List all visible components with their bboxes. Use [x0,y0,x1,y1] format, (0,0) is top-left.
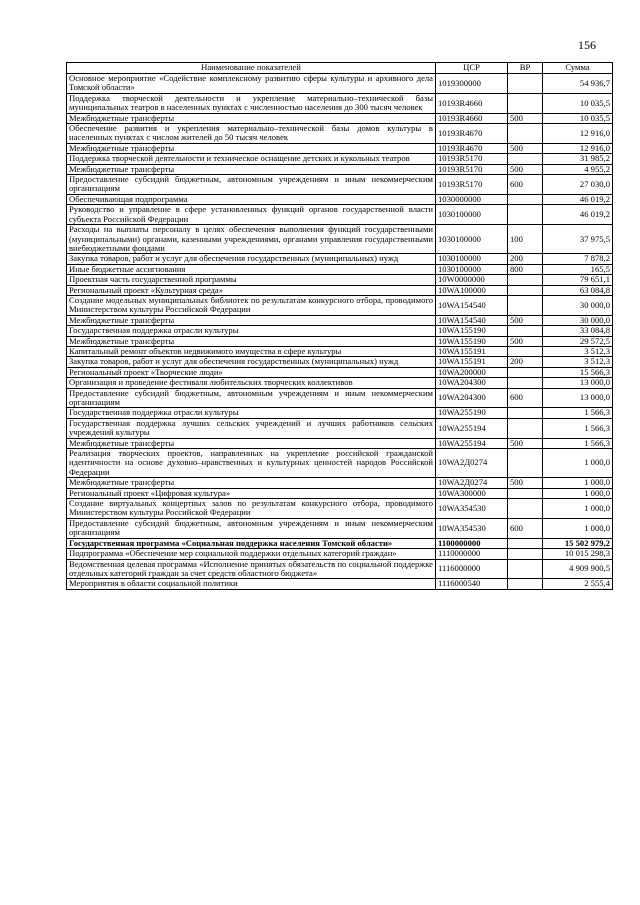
table-row [67,438,613,448]
row-name: Расходы на выплаты персоналу в целях обеспечения выполнения функций государственными (муниципальными) органами, казенными учреждениями, органами управления государственными внебюджетными фондами [67,225,436,254]
row-vr [508,285,543,295]
table-row [67,579,613,589]
row-csr: 10WA204300 [436,378,508,388]
row-sum: 1 000,0 [543,478,613,488]
table-row [67,346,613,356]
row-name: Реализация творческих проектов, направленных на укрепление российской гражданской идентичности на основе духовно–нравственных и культурных ценностей народов Российской Федерации [67,449,436,478]
row-name: Закупка товаров, работ и услуг для обеспечения государственных (муниципальных) нужд [67,357,436,367]
row-sum: 63 084,8 [543,285,613,295]
row-vr [508,124,543,144]
row-vr: 200 [508,254,543,264]
row-sum: 13 000,0 [543,378,613,388]
row-vr: 200 [508,357,543,367]
table-row [67,408,613,418]
row-name: Руководство и управление в сфере установленных функций органов государственной власти субъекта Российской Федерации [67,205,436,225]
row-csr: 10W0000000 [436,275,508,285]
row-name: Обеспечение развития и укрепления материально–технической базы домов культуры в населенных пунктах с числом жителей до 50 тысяч человек [67,124,436,144]
row-vr: 500 [508,336,543,346]
row-csr: 10WA354530 [436,499,508,519]
table-row [67,74,613,94]
row-name: Региональный проект «Культурная среда» [67,285,436,295]
row-sum: 29 572,5 [543,336,613,346]
row-vr: 800 [508,264,543,274]
row-vr [508,549,543,559]
row-csr: 10WA155191 [436,346,508,356]
table-row [67,549,613,559]
row-name: Предоставление субсидий бюджетным, автономным учреждениям и иным некоммерческим организациям [67,388,436,408]
row-vr: 500 [508,315,543,325]
table-row [67,378,613,388]
row-vr [508,418,543,438]
row-vr [508,275,543,285]
table-row [67,418,613,438]
header-sum: Сумма [543,63,613,74]
table-row [67,175,613,195]
row-name: Межбюджетные трансферты [67,164,436,174]
row-name: Межбюджетные трансферты [67,315,436,325]
table-row [67,449,613,478]
row-csr: 1030100000 [436,264,508,274]
table-row [67,205,613,225]
table-row [67,124,613,144]
row-sum: 12 916,0 [543,124,613,144]
row-name: Региональный проект «Цифровая культура» [67,488,436,498]
table-row [67,478,613,488]
row-csr: 10WA2Д0274 [436,449,508,478]
row-name: Ведомственная целевая программа «Исполнение принятых обязательств по социальной поддержке отдельных категорий граждан за счет средств областного бюджета» [67,559,436,579]
row-vr: 500 [508,143,543,153]
table-row [67,194,613,204]
row-csr: 10WA255190 [436,408,508,418]
row-csr: 1030100000 [436,205,508,225]
row-csr: 1116000000 [436,559,508,579]
row-sum: 1 566,3 [543,438,613,448]
row-vr: 500 [508,438,543,448]
row-sum: 10 015 298,3 [543,549,613,559]
row-csr: 10WA2Д0274 [436,478,508,488]
row-name: Межбюджетные трансферты [67,336,436,346]
table-row [67,295,613,315]
table-row [67,357,613,367]
row-vr [508,538,543,548]
row-csr: 10193R5170 [436,175,508,195]
table-row [67,275,613,285]
row-vr [508,346,543,356]
row-sum: 15 502 979,2 [543,538,613,548]
row-sum: 46 019,2 [543,205,613,225]
row-name: Основное мероприятие «Содействие комплексному развитию сферы культуры и архивного дела Томской области» [67,74,436,94]
table-row [67,93,613,113]
row-csr: 10193R4660 [436,113,508,123]
table-body [67,74,613,590]
header-vr: ВР [508,63,543,74]
row-csr: 10WA204300 [436,388,508,408]
table-row [67,488,613,498]
row-name: Закупка товаров, работ и услуг для обеспечения государственных (муниципальных) нужд [67,254,436,264]
row-csr: 1019300000 [436,74,508,94]
row-csr: 10WA154540 [436,315,508,325]
row-sum: 31 985,2 [543,154,613,164]
row-vr [508,408,543,418]
row-sum: 2 555,4 [543,579,613,589]
row-csr: 10WA255194 [436,418,508,438]
table-row [67,518,613,538]
row-name: Государственная поддержка лучших сельских учреждений и лучших работников сельских учреждений культуры [67,418,436,438]
row-csr: 10193R5170 [436,154,508,164]
row-name: Поддержка творческой деятельности и укрепление материально–технической базы муниципальных театров в населенных пунктах с численностью населения до 300 тысяч человек [67,93,436,113]
table-row [67,367,613,377]
row-name: Обеспечивающая подпрограмма [67,194,436,204]
row-name: Проектная часть государственной программы [67,275,436,285]
row-sum: 15 566,3 [543,367,613,377]
row-sum: 10 035,5 [543,93,613,113]
table-row [67,315,613,325]
row-vr: 500 [508,478,543,488]
row-name: Иные бюджетные ассигнования [67,264,436,274]
table-row [67,154,613,164]
row-name: Создание виртуальных концертных залов по результатам конкурсного отбора, проводимого Министерством культуры Российской Федерации [67,499,436,519]
row-csr: 1110000000 [436,549,508,559]
row-name: Государственная программа «Социальная поддержка населения Томской области» [67,538,436,548]
row-sum: 3 512,3 [543,346,613,356]
row-csr: 10193R4660 [436,93,508,113]
row-name: Государственная поддержка отрасли культуры [67,326,436,336]
row-vr [508,74,543,94]
row-name: Предоставление субсидий бюджетным, автономным учреждениям и иным некоммерческим организациям [67,518,436,538]
row-vr: 500 [508,164,543,174]
table-row [67,326,613,336]
row-csr: 10WA255194 [436,438,508,448]
row-csr: 10WA354530 [436,518,508,538]
row-csr: 1100000000 [436,538,508,548]
row-sum: 54 936,7 [543,74,613,94]
row-sum: 1 000,0 [543,449,613,478]
row-sum: 1 000,0 [543,488,613,498]
table-row [67,559,613,579]
table-row [67,336,613,346]
row-csr: 10WA155191 [436,357,508,367]
row-sum: 1 566,3 [543,418,613,438]
row-name: Организация и проведение фестиваля любительских творческих коллективов [67,378,436,388]
table-row [67,164,613,174]
row-vr: 500 [508,113,543,123]
row-sum: 33 084,8 [543,326,613,336]
row-sum: 4 909 900,5 [543,559,613,579]
row-vr: 100 [508,225,543,254]
row-csr: 1030100000 [436,225,508,254]
row-vr [508,326,543,336]
row-vr [508,449,543,478]
row-vr [508,295,543,315]
row-sum: 12 916,0 [543,143,613,153]
row-csr: 10193R5170 [436,164,508,174]
row-name: Капитальный ремонт объектов недвижимого имущества в сфере культуры [67,346,436,356]
row-csr: 10193R4670 [436,143,508,153]
row-csr: 10WA300000 [436,488,508,498]
table-row [67,538,613,548]
row-name: Поддержка творческой деятельности и техническое оснащение детских и кукольных театров [67,154,436,164]
row-name: Создание модельных муниципальных библиотек по результатам конкурсного отбора, проводимого Министерством культуры Российской Федерации [67,295,436,315]
row-name: Межбюджетные трансферты [67,478,436,488]
budget-table [66,62,613,590]
row-sum: 46 019,2 [543,194,613,204]
table-header-row [67,63,613,74]
row-name: Межбюджетные трансферты [67,113,436,123]
table-row [67,225,613,254]
row-vr [508,488,543,498]
row-vr: 600 [508,518,543,538]
row-sum: 3 512,3 [543,357,613,367]
row-sum: 10 035,5 [543,113,613,123]
row-csr: 10WA100000 [436,285,508,295]
row-csr: 1116000540 [436,579,508,589]
row-sum: 37 975,5 [543,225,613,254]
row-csr: 10WA155190 [436,326,508,336]
row-name: Региональный проект «Творческие люди» [67,367,436,377]
row-sum: 7 878,2 [543,254,613,264]
row-sum: 27 030,0 [543,175,613,195]
table-row [67,143,613,153]
row-vr [508,154,543,164]
row-vr [508,93,543,113]
row-csr: 10WA155190 [436,336,508,346]
row-name: Мероприятия в области социальной политики [67,579,436,589]
row-sum: 1 000,0 [543,518,613,538]
row-vr [508,205,543,225]
row-sum: 1 566,3 [543,408,613,418]
table-row [67,113,613,123]
row-csr: 1030000000 [436,194,508,204]
row-sum: 4 955,2 [543,164,613,174]
page-number: 156 [578,38,596,52]
table-row [67,388,613,408]
row-vr [508,194,543,204]
row-vr [508,559,543,579]
row-name: Подпрограмма «Обеспечение мер социальной поддержки отдельных категорий граждан» [67,549,436,559]
row-vr: 600 [508,175,543,195]
row-name: Государственная поддержка отрасли культуры [67,408,436,418]
row-name: Межбюджетные трансферты [67,438,436,448]
row-csr: 1030100000 [436,254,508,264]
row-csr: 10193R4670 [436,124,508,144]
table-row [67,254,613,264]
table-row [67,499,613,519]
row-vr: 600 [508,388,543,408]
table-row [67,285,613,295]
row-vr [508,378,543,388]
row-name: Предоставление субсидий бюджетным, автономным учреждениям и иным некоммерческим организациям [67,175,436,195]
row-sum: 79 651,1 [543,275,613,285]
row-csr: 10WA154540 [436,295,508,315]
row-vr [508,499,543,519]
table-row [67,264,613,274]
header-name: Наименование показателей [67,63,436,74]
row-sum: 30 000,0 [543,295,613,315]
row-sum: 165,5 [543,264,613,274]
row-sum: 1 000,0 [543,499,613,519]
row-vr [508,579,543,589]
row-sum: 13 000,0 [543,388,613,408]
row-name: Межбюджетные трансферты [67,143,436,153]
row-csr: 10WA200000 [436,367,508,377]
header-csr: ЦСР [436,63,508,74]
row-vr [508,367,543,377]
row-sum: 30 000,0 [543,315,613,325]
